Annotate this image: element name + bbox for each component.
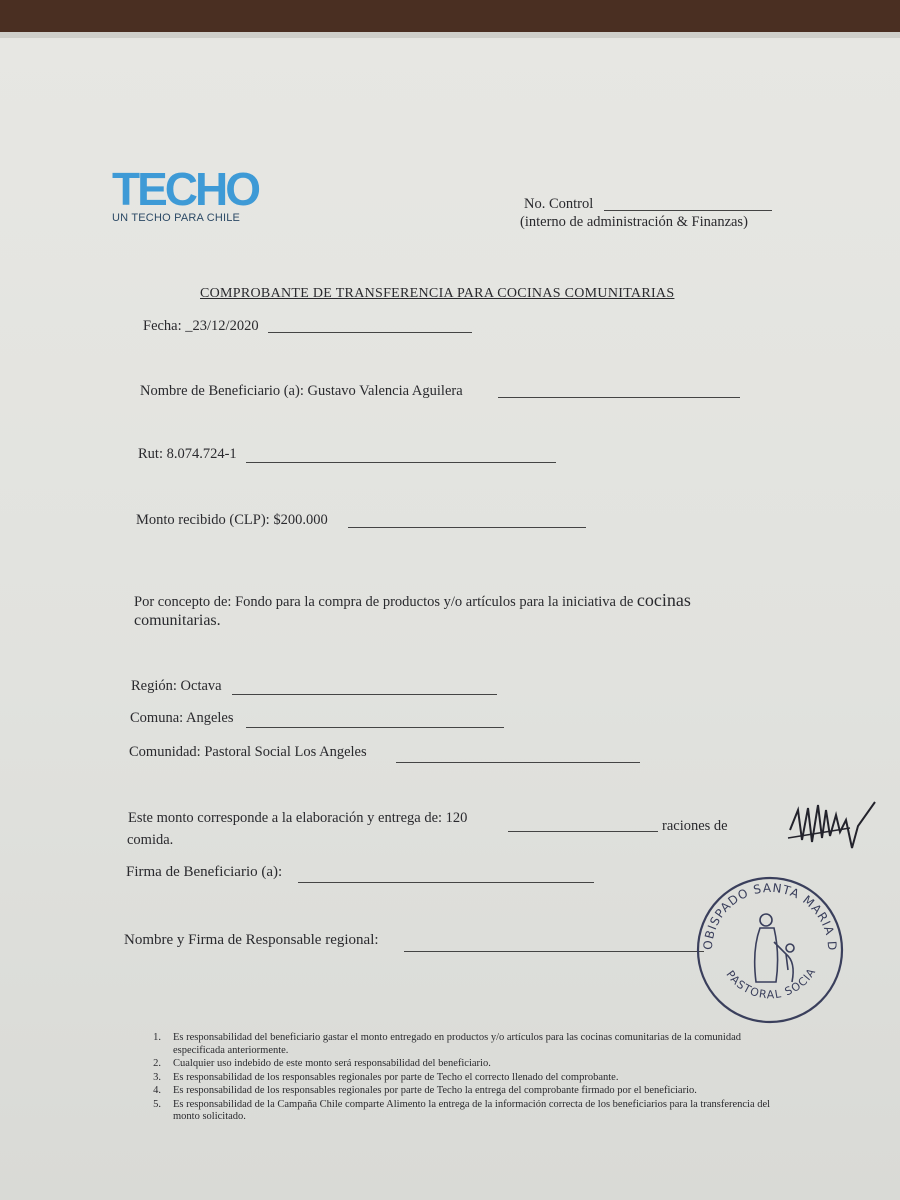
raciones-suffix: raciones de bbox=[662, 818, 728, 834]
raciones-line bbox=[508, 831, 658, 832]
note-item bbox=[147, 1085, 787, 1098]
comunidad-field: Comunidad: Pastoral Social Los Angeles bbox=[129, 744, 367, 760]
svg-text:OBISPADO SANTA MARIA DE LOS AN bbox=[690, 870, 839, 952]
note-item bbox=[147, 1058, 787, 1071]
fecha-line bbox=[268, 332, 472, 333]
note-number: 1. bbox=[153, 1032, 161, 1043]
monto-line bbox=[348, 527, 586, 528]
logo-subtitle: UN TECHO PARA CHILE bbox=[112, 212, 241, 224]
rut-line bbox=[246, 462, 556, 463]
note-number: 5. bbox=[153, 1098, 161, 1110]
comuna-line bbox=[246, 727, 504, 728]
concepto-text: Por concepto de: Fondo para la compra de productos y/o artículos para la iniciativa de bbox=[134, 594, 634, 610]
control-note: (interno de administración & Finanzas) bbox=[520, 214, 748, 230]
responsable-field: Nombre y Firma de Responsable regional: bbox=[124, 932, 379, 948]
note-item bbox=[147, 1099, 787, 1124]
note-item bbox=[147, 1032, 787, 1057]
techo-logo bbox=[112, 163, 258, 224]
concepto-line-1 bbox=[134, 590, 691, 611]
notes-list bbox=[147, 1032, 787, 1125]
note-text: Es responsabilidad de los responsables regionales por parte de Techo la entrega del comprobante firmado por el beneficiario. bbox=[173, 1085, 697, 1096]
note-text: Es responsabilidad del beneficiario gastar el monto entregado en productos y/o artículos para las cocinas comunitarias de la comunidad especificada anteriormente. bbox=[173, 1032, 741, 1056]
note-number: 2. bbox=[153, 1058, 161, 1069]
note-item bbox=[147, 1072, 787, 1085]
beneficiario-line bbox=[498, 397, 740, 398]
document-page bbox=[0, 38, 900, 1200]
concepto-big: cocinas bbox=[636, 590, 691, 610]
rut-field: Rut: 8.074.724-1 bbox=[138, 446, 237, 462]
comunidad-line bbox=[396, 762, 640, 763]
logo-word: TECHO bbox=[112, 163, 258, 215]
stamp-text-top: OBISPADO SANTA MARIA D bbox=[700, 880, 840, 952]
document-title: COMPROBANTE DE TRANSFERENCIA PARA COCINAS COMUNITARIAS bbox=[200, 286, 675, 301]
comuna-field: Comuna: Angeles bbox=[130, 710, 234, 726]
pastoral-stamp bbox=[690, 870, 850, 1035]
control-line bbox=[604, 210, 772, 211]
note-number: 3. bbox=[153, 1071, 161, 1083]
note-text: Es responsabilidad de los responsables regionales por parte de Techo el correcto llenado del comprobante. bbox=[173, 1071, 619, 1083]
note-text: Cualquier uso indebido de este monto será responsabilidad del beneficiario. bbox=[173, 1058, 491, 1069]
note-number: 4. bbox=[153, 1085, 161, 1096]
firma-line bbox=[298, 882, 594, 883]
concepto-line-2: comunitarias. bbox=[134, 612, 221, 629]
fecha-field: Fecha: _23/12/2020 bbox=[143, 318, 259, 334]
note-text: Es responsabilidad de la Campaña Chile comparte Alimento la entrega de la información correcta de los beneficiarios para la transferencia del monto solicitado. bbox=[173, 1098, 771, 1122]
control-label: No. Control bbox=[524, 196, 594, 212]
raciones-comida: comida. bbox=[127, 832, 174, 848]
firma-field: Firma de Beneficiario (a): bbox=[126, 864, 283, 880]
beneficiario-field: Nombre de Beneficiario (a): Gustavo Valencia Aguilera bbox=[140, 383, 463, 399]
region-line bbox=[232, 694, 497, 695]
stamp-text-bottom: PASTORAL SOCIA bbox=[723, 965, 819, 1002]
raciones-text: Este monto corresponde a la elaboración y entrega de: 120 bbox=[128, 810, 468, 826]
region-field: Región: Octava bbox=[131, 678, 222, 694]
responsable-line bbox=[404, 951, 704, 952]
monto-field: Monto recibido (CLP): $200.000 bbox=[136, 512, 328, 528]
